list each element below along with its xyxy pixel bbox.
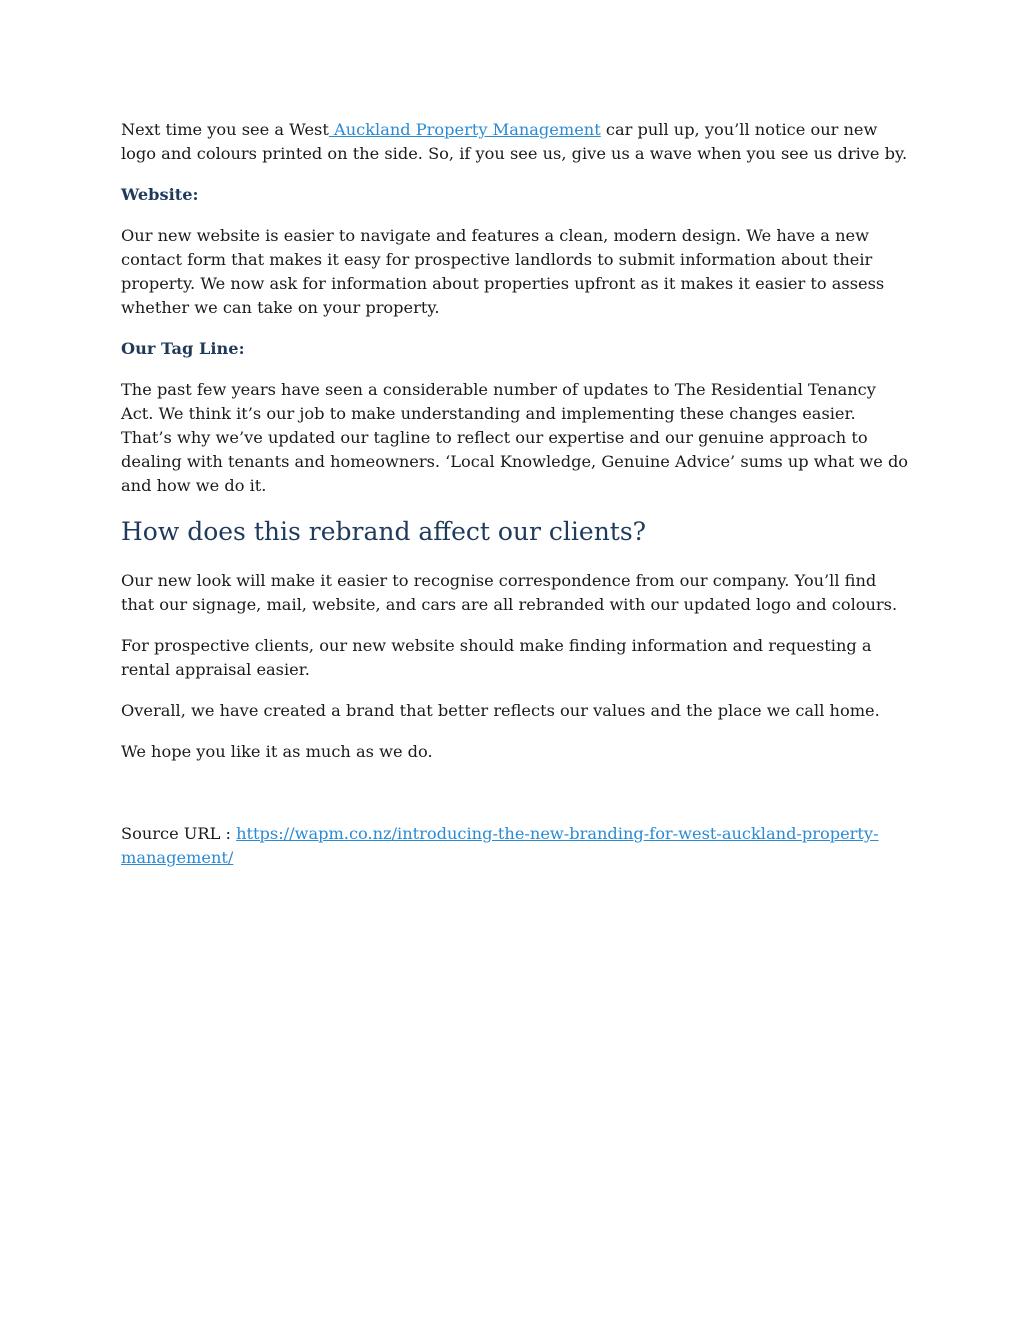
clients-paragraph-3: Overall, we have created a brand that better reflects our values and the place we call home. [121,701,880,720]
clients-heading: How does this rebrand affect our clients? [121,517,647,546]
website-heading: Website: [121,185,199,204]
intro-paragraph [121,118,911,166]
tagline-paragraph: The past few years have seen a considerable number of updates to The Residential Tenancy Act. We think it’s our job to make understanding and implementing these changes easier. That’s why we’ve updated our tagline to reflect our expertise and our genuine approach to dealing with tenants and homeowners. ‘Local Knowledge, Genuine Advice’ sums up what we do and how we do it. [121,380,909,495]
clients-paragraph-2: For prospective clients, our new website should make finding information and requesting a rental appraisal easier. [121,636,872,679]
source-url-link[interactable]: https://wapm.co.nz/introducing-the-new-branding-for-west-auckland-property-management/ [121,824,879,867]
website-paragraph: Our new website is easier to navigate and features a clean, modern design. We have a new contact form that makes it easy for prospective landlords to submit information about their property. We now ask for information about properties upfront as it makes it easier to assess whether we can take on your property. [121,226,885,317]
spacer [121,781,911,822]
clients-paragraph-4: We hope you like it as much as we do. [121,742,433,761]
intro-text-start: Next time you see a West [121,120,329,139]
intro-text-end: car pull up, you’ll notice our new logo and colours printed on the side. So, if you see us, give us a wave when you see us drive by. [121,120,908,163]
tagline-heading: Our Tag Line: [121,339,245,358]
source-paragraph [121,822,911,870]
source-label: Source URL : [121,824,237,843]
document-page [121,118,911,887]
auckland-property-management-link[interactable]: Auckland Property Management [328,120,601,139]
clients-paragraph-1: Our new look will make it easier to recognise correspondence from our company. You’ll find that our signage, mail, website, and cars are all rebranded with our updated logo and colours. [121,571,898,614]
